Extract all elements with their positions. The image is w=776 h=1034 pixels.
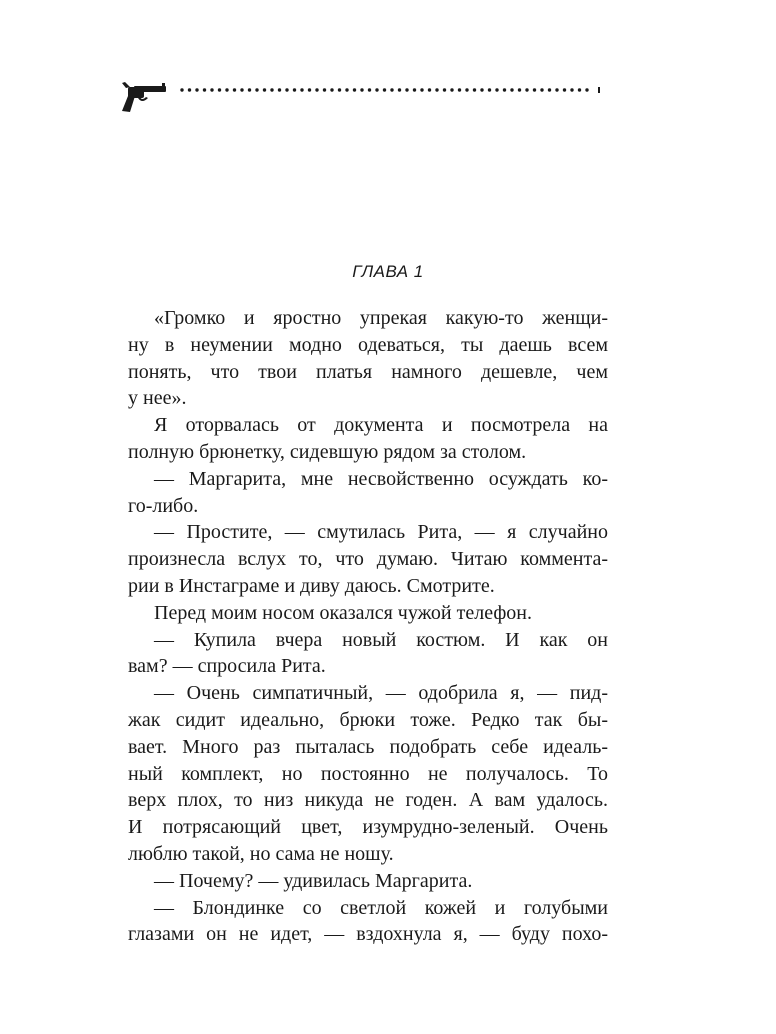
text-line: — Блондинке со светлой кожей и голубыми bbox=[154, 896, 608, 919]
text-line: у нее». bbox=[128, 387, 187, 410]
rule-dot bbox=[353, 88, 356, 91]
rule-dot bbox=[360, 88, 363, 91]
text-line: Перед моим носом оказался чужой телефон. bbox=[154, 601, 532, 624]
text-line: И потрясающий цвет, изумрудно-зеленый. Очень bbox=[128, 816, 608, 839]
rule-dot bbox=[225, 88, 228, 91]
rule-dot bbox=[315, 88, 318, 91]
rule-dot bbox=[518, 88, 521, 91]
rule-dot bbox=[263, 88, 266, 91]
rule-dot bbox=[203, 88, 206, 91]
text-line: — Купила вчера новый костюм. И как он bbox=[154, 628, 608, 651]
text-line: Я оторвалась от документа и посмотрела на bbox=[154, 414, 608, 437]
rule-dot bbox=[428, 88, 431, 91]
rule-dot bbox=[458, 88, 461, 91]
text-line: — Очень симпатичный, — одобрила я, — пид- bbox=[154, 682, 608, 705]
text-line: ный комплект, но постоянно не получалось. То bbox=[128, 762, 608, 785]
rule-dot bbox=[510, 88, 513, 91]
rule-dot bbox=[450, 88, 453, 91]
text-line: ну в неумении модно одеваться, ты даешь всем bbox=[128, 333, 608, 356]
text-line: го-либо. bbox=[128, 494, 199, 517]
text-line: вает. Много раз пыталась подобрать себе идеаль- bbox=[128, 735, 608, 758]
rule-dot bbox=[420, 88, 423, 91]
text-line: жак сидит идеально, брюки тоже. Редко так бы- bbox=[128, 708, 608, 731]
rule-dot bbox=[495, 88, 498, 91]
rule-dot bbox=[563, 88, 566, 91]
text-body bbox=[128, 305, 608, 948]
rule-dot bbox=[210, 88, 213, 91]
rule-dot bbox=[255, 88, 258, 91]
rule-dot bbox=[503, 88, 506, 91]
rule-dot bbox=[435, 88, 438, 91]
rule-dot bbox=[405, 88, 408, 91]
rule-dot bbox=[285, 88, 288, 91]
text-line: — Почему? — удивилась Маргарита. bbox=[154, 869, 473, 892]
rule-dot bbox=[540, 88, 543, 91]
text-line: вам? — спросила Рита. bbox=[128, 655, 326, 678]
dotted-rule bbox=[180, 87, 600, 93]
text-line: — Маргарита, мне несвойственно осуждать ко- bbox=[154, 467, 608, 490]
rule-dot bbox=[323, 88, 326, 91]
rule-dot bbox=[390, 88, 393, 91]
rule-dot bbox=[578, 88, 581, 91]
rule-dot bbox=[548, 88, 551, 91]
text-line: — Простите, — смутилась Рита, — я случайно bbox=[154, 521, 608, 544]
revolver-icon bbox=[122, 82, 166, 112]
chapter-title: ГЛАВА 1 bbox=[352, 262, 424, 281]
text-line: полную брюнетку, сидевшую рядом за столом. bbox=[128, 440, 527, 463]
rule-dot bbox=[338, 88, 341, 91]
rule-dot bbox=[375, 88, 378, 91]
text-line: люблю такой, но сама не ношу. bbox=[128, 842, 394, 865]
text-line: произнесла вслух то, что думаю. Читаю коммента- bbox=[128, 548, 608, 571]
text-line: понять, что твои платья намного дешевле, чем bbox=[128, 360, 608, 383]
rule-dot bbox=[195, 88, 198, 91]
rule-dot bbox=[473, 88, 476, 91]
rule-dot bbox=[330, 88, 333, 91]
rule-dot bbox=[533, 88, 536, 91]
text-line: глазами он не идет, — вздохнула я, — буду похо- bbox=[128, 923, 608, 946]
rule-dot bbox=[570, 88, 573, 91]
rule-dot bbox=[300, 88, 303, 91]
text-line: верх плох, то низ никуда не годен. А вам удалось. bbox=[128, 789, 608, 812]
rule-dot bbox=[270, 88, 273, 91]
rule-dot bbox=[585, 88, 588, 91]
rule-dot bbox=[240, 88, 243, 91]
rule-dot bbox=[278, 88, 281, 91]
rule-dot bbox=[233, 88, 236, 91]
rule-dot bbox=[248, 88, 251, 91]
rule-dot bbox=[413, 88, 416, 91]
rule-dot bbox=[383, 88, 386, 91]
rule-dot bbox=[555, 88, 558, 91]
text-line: «Громко и яростно упрекая какую-то женщи- bbox=[154, 307, 608, 329]
rule-dot bbox=[293, 88, 296, 91]
rule-dot bbox=[443, 88, 446, 91]
rule-dot bbox=[308, 88, 311, 91]
rule-dot bbox=[368, 88, 371, 91]
rule-dot bbox=[180, 88, 183, 91]
rule-dot bbox=[480, 88, 483, 91]
header-ornament bbox=[120, 78, 620, 114]
text-line: рии в Инстаграме и диву даюсь. Смотрите. bbox=[128, 574, 495, 597]
rule-dot bbox=[218, 88, 221, 91]
rule-dot bbox=[525, 88, 528, 91]
rule-dot bbox=[465, 88, 468, 91]
rule-dot bbox=[488, 88, 491, 91]
rule-dot bbox=[188, 88, 191, 91]
rule-dot bbox=[398, 88, 401, 91]
rule-dot bbox=[345, 88, 348, 91]
rule-end-mark bbox=[598, 87, 600, 93]
